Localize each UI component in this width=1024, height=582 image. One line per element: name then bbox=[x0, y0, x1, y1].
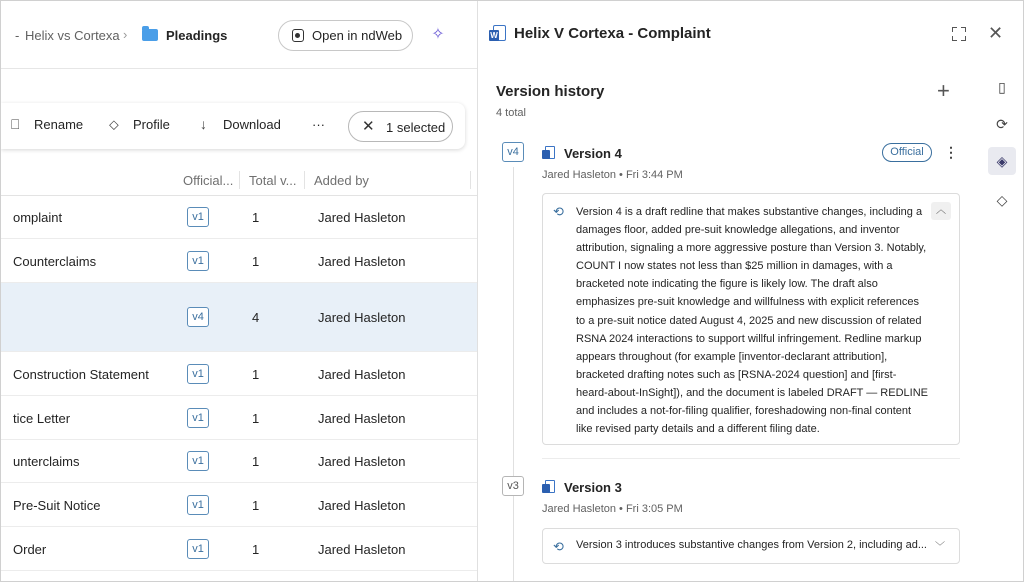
table-row[interactable] bbox=[1, 440, 477, 483]
official-version-badge: v1 bbox=[187, 495, 209, 515]
total-versions: 1 bbox=[252, 367, 260, 382]
document-name[interactable]: omplaint bbox=[13, 210, 63, 225]
open-external-icon bbox=[292, 29, 304, 42]
rename-button[interactable]: Rename bbox=[34, 117, 84, 132]
total-versions: 1 bbox=[252, 454, 260, 469]
document-name[interactable]: tice Letter bbox=[13, 411, 71, 426]
collapse-icon[interactable]: ︿ bbox=[931, 202, 951, 220]
versions-layers-icon[interactable]: ◈ bbox=[988, 147, 1016, 175]
version-name[interactable]: Version 3 bbox=[564, 480, 622, 495]
version-tag: v4 bbox=[502, 142, 524, 162]
breadcrumb-item-matter[interactable]: Helix vs Cortexa bbox=[25, 28, 120, 43]
more-actions-button[interactable]: ··· bbox=[312, 117, 325, 132]
version-meta: Jared Hasleton • Fri 3:44 PM bbox=[542, 169, 683, 181]
panel-title: Helix V Cortexa - Complaint bbox=[514, 25, 711, 42]
table-row[interactable] bbox=[1, 352, 477, 396]
ai-summary-icon: ⟲ bbox=[553, 539, 564, 554]
total-versions: 1 bbox=[252, 254, 260, 269]
total-versions: 1 bbox=[252, 542, 260, 557]
table-row[interactable] bbox=[1, 483, 477, 527]
table-row[interactable] bbox=[1, 196, 477, 239]
download-icon: ↓ bbox=[200, 116, 207, 132]
version-summary-text: Version 4 is a draft redline that makes substantive changes, including a damages floor, added pre-suit knowledge allegations, and inventor attribution, signaling a more aggressive posture than Version 3. Notably, COUNT I now states not less than $25 million in damages, with a bracketed note indicating the figure is likely low. The draft also emphasizes pre-suit knowledge and willfulness with explicit references to a pre-suit notice dated August 4, 2025 and new discussion of related RSNA 2024 interactions to support willful infringement. Redline markup appears throughout (for example [inventor-declarant attribution], bracketed drafting notes such as [RSNA-2024 question] and [first-heard-about-InSight]), and the document is labeled DRAFT — REDLINE and includes a not-for-filing qualifier, foreshadowing non-final content like revised party details and a different filing date. bbox=[576, 206, 928, 436]
top-bar bbox=[1, 1, 477, 69]
version-summary bbox=[542, 193, 960, 445]
add-version-icon[interactable]: + bbox=[937, 78, 950, 103]
version-history-title: Version history bbox=[496, 83, 605, 100]
activity-icon[interactable]: ⟳ bbox=[996, 116, 1008, 132]
selection-count: 1 selected bbox=[386, 120, 446, 135]
profile-button[interactable]: Profile bbox=[133, 117, 170, 132]
document-name[interactable]: Counterclaims bbox=[13, 254, 97, 269]
version-name[interactable]: Version 4 bbox=[564, 146, 622, 161]
command-bar bbox=[1, 103, 465, 149]
version-summary-collapsed[interactable] bbox=[542, 528, 960, 564]
word-document-icon bbox=[542, 480, 556, 494]
breadcrumb-item-current[interactable]: Pleadings bbox=[166, 28, 228, 43]
added-by: Jared Hasleton bbox=[318, 367, 406, 382]
side-rail bbox=[978, 67, 1024, 582]
open-in-ndweb-button[interactable] bbox=[278, 20, 413, 51]
column-header-total-versions[interactable]: Total v... bbox=[249, 173, 297, 188]
document-name[interactable]: Construction Statement bbox=[13, 367, 149, 382]
official-version-badge: v1 bbox=[187, 451, 209, 471]
added-by: Jared Hasleton bbox=[318, 310, 406, 325]
total-versions: 1 bbox=[252, 411, 260, 426]
version-history bbox=[478, 67, 978, 582]
added-by: Jared Hasleton bbox=[318, 210, 406, 225]
version-count: 4 total bbox=[496, 107, 526, 119]
column-divider[interactable] bbox=[470, 171, 471, 189]
tag-icon[interactable]: ◇ bbox=[996, 192, 1008, 208]
close-icon: ✕ bbox=[362, 118, 375, 135]
breadcrumb-separator: - bbox=[15, 28, 20, 43]
official-version-badge: v1 bbox=[187, 251, 209, 271]
version-details-panel bbox=[477, 1, 1024, 582]
added-by: Jared Hasleton bbox=[318, 411, 406, 426]
added-by: Jared Hasleton bbox=[318, 454, 406, 469]
close-panel-icon[interactable]: ✕ bbox=[988, 23, 1004, 43]
table-row[interactable] bbox=[1, 396, 477, 440]
version-summary-text: Version 3 introduces substantive changes from Version 2, including ad... bbox=[576, 539, 927, 551]
official-version-badge: v1 bbox=[187, 408, 209, 428]
official-version-badge: v1 bbox=[187, 207, 209, 227]
document-details-icon[interactable]: ▯ bbox=[998, 79, 1006, 95]
open-in-ndweb-label: Open in ndWeb bbox=[312, 28, 403, 43]
total-versions: 1 bbox=[252, 498, 260, 513]
table-row[interactable] bbox=[1, 239, 477, 283]
column-divider[interactable] bbox=[239, 171, 240, 189]
document-name[interactable]: Pre-Suit Notice bbox=[13, 498, 101, 513]
document-name[interactable]: unterclaims bbox=[13, 454, 80, 469]
column-divider[interactable] bbox=[304, 171, 305, 189]
rename-icon: ⎕ bbox=[11, 116, 20, 132]
table-row-selected[interactable] bbox=[1, 283, 477, 352]
breadcrumb-chevron-icon: › bbox=[123, 27, 128, 42]
panel-header bbox=[478, 1, 1024, 67]
table-row[interactable] bbox=[1, 527, 477, 571]
expand-chevron-icon[interactable]: ﹀ bbox=[935, 542, 945, 553]
total-versions: 4 bbox=[252, 310, 260, 325]
sparkle-ai-icon[interactable]: ✧ bbox=[431, 26, 445, 43]
column-header-official[interactable]: Official... bbox=[183, 173, 234, 188]
version-tag: v3 bbox=[502, 476, 524, 496]
column-header-added-by[interactable]: Added by bbox=[314, 173, 369, 188]
ai-summary-icon: ⟲ bbox=[553, 204, 564, 219]
folder-icon bbox=[142, 29, 158, 41]
download-button[interactable]: Download bbox=[223, 117, 281, 132]
version-divider bbox=[542, 458, 960, 459]
document-name[interactable]: Order bbox=[13, 542, 47, 557]
official-version-badge: v1 bbox=[187, 364, 209, 384]
clear-selection-button[interactable] bbox=[348, 111, 453, 142]
word-document-icon: W bbox=[489, 25, 507, 43]
official-version-badge: v4 bbox=[187, 307, 209, 327]
document-list-pane bbox=[1, 1, 477, 582]
tag-icon: ⬦ bbox=[109, 116, 119, 132]
official-badge: Official bbox=[882, 143, 932, 162]
total-versions: 1 bbox=[252, 210, 260, 225]
word-document-icon bbox=[542, 146, 556, 160]
expand-icon[interactable] bbox=[952, 27, 966, 41]
added-by: Jared Hasleton bbox=[318, 254, 406, 269]
version-meta: Jared Hasleton • Fri 3:05 PM bbox=[542, 503, 683, 515]
added-by: Jared Hasleton bbox=[318, 542, 406, 557]
more-options-icon[interactable]: ⋮ bbox=[944, 144, 958, 160]
added-by: Jared Hasleton bbox=[318, 498, 406, 513]
official-version-badge: v1 bbox=[187, 539, 209, 559]
timeline-line bbox=[513, 167, 514, 582]
